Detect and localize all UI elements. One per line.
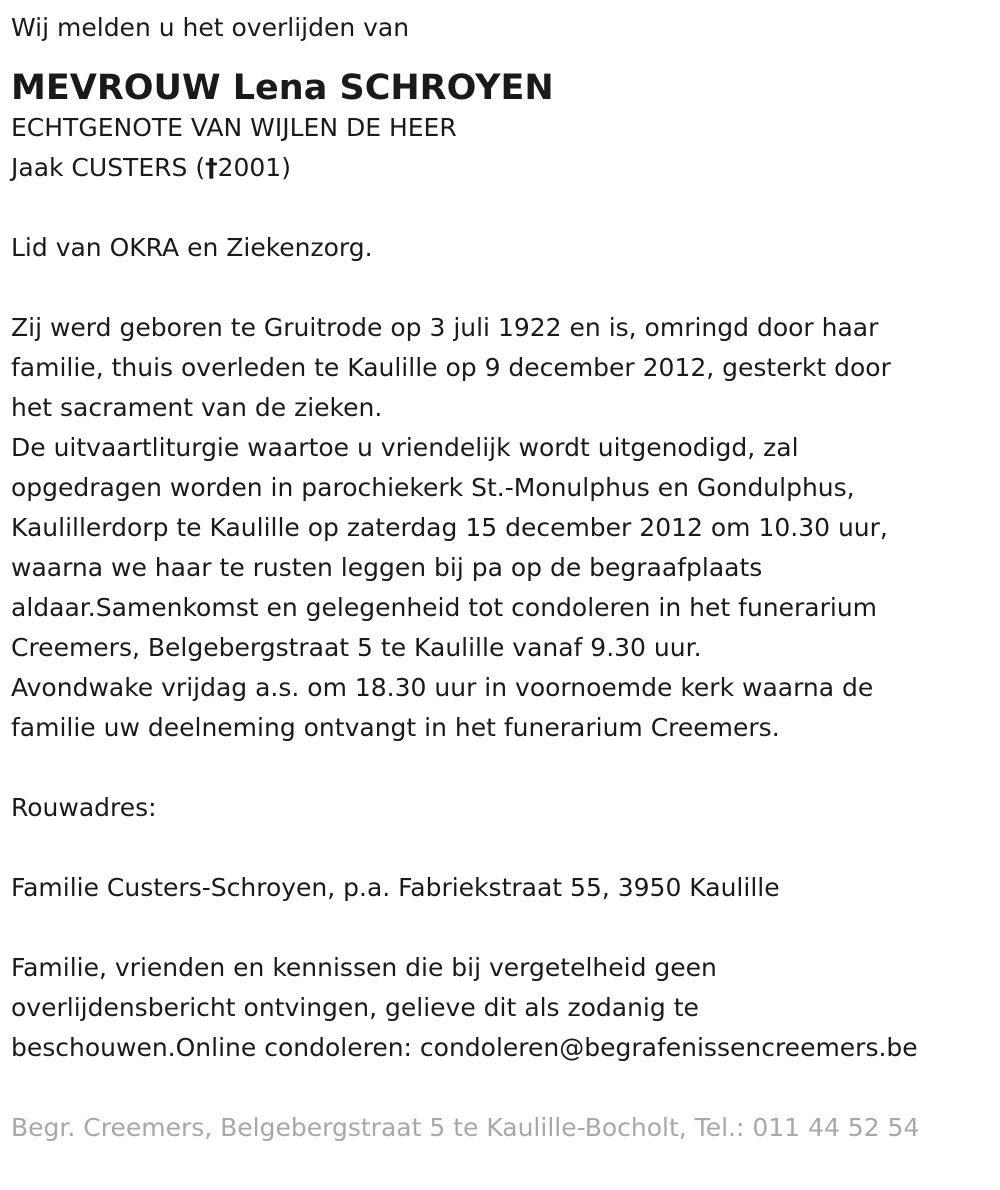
closing-line: Familie, vrienden en kennissen die bij vergetelheid geen: [11, 953, 717, 982]
deceased-name: MEVROUW Lena SCHROYEN: [11, 68, 554, 108]
closing-line: beschouwen.Online condoleren: condoleren@begrafenissencreemers.be: [11, 1033, 918, 1062]
closing-line: overlijdensbericht ontvingen, gelieve dit als zodanig te: [11, 993, 699, 1022]
body-line: waarna we haar te rusten leggen bij pa op de begraafplaats: [11, 553, 763, 582]
body-line: Kaulillerdorp te Kaulille op zaterdag 15 december 2012 om 10.30 uur,: [11, 513, 888, 542]
body-line: Zij werd geboren te Gruitrode op 3 juli 1922 en is, omringd door haar: [11, 313, 879, 342]
body-line: het sacrament van de zieken.: [11, 393, 383, 422]
spouse-name: Jaak CUSTERS (: [11, 153, 206, 182]
intro-text: Wij melden u het overlijden van: [11, 13, 410, 42]
rouwadres-label: Rouwadres:: [11, 793, 157, 822]
body-line: familie uw deelneming ontvangt in het funerarium Creemers.: [11, 713, 780, 742]
spacer: [11, 748, 991, 788]
body-line: opgedragen worden in parochiekerk St.-Monulphus en Gondulphus,: [11, 473, 855, 502]
title-block: [11, 48, 991, 108]
spouse-name-line: [11, 148, 991, 188]
spacer: [11, 268, 991, 308]
footer-funeral-home: Begr. Creemers, Belgebergstraat 5 te Kaulille-Bocholt, Tel.: 011 44 52 54: [11, 1113, 920, 1142]
cross-icon: †: [205, 153, 218, 182]
spacer: [11, 828, 991, 868]
body-line: Creemers, Belgebergstraat 5 te Kaulille vanaf 9.30 uur.: [11, 633, 702, 662]
body-line: Avondwake vrijdag a.s. om 18.30 uur in voornoemde kerk waarna de: [11, 673, 874, 702]
rouwadres-address: Familie Custers-Schroyen, p.a. Fabriekstraat 55, 3950 Kaulille: [11, 873, 780, 902]
spacer: [11, 1068, 991, 1108]
spacer: [11, 908, 991, 948]
body-line: familie, thuis overleden te Kaulille op 9 december 2012, gesterkt door: [11, 353, 891, 382]
spouse-death-year: 2001): [217, 153, 291, 182]
obituary-document: [11, 8, 991, 1148]
membership-text: Lid van OKRA en Ziekenzorg.: [11, 233, 373, 262]
body-line: De uitvaartliturgie waartoe u vriendelijk wordt uitgenodigd, zal: [11, 433, 799, 462]
spacer: [11, 188, 991, 228]
body-line: aldaar.Samenkomst en gelegenheid tot condoleren in het funerarium: [11, 593, 878, 622]
spouse-relation: ECHTGENOTE VAN WIJLEN DE HEER: [11, 113, 457, 142]
